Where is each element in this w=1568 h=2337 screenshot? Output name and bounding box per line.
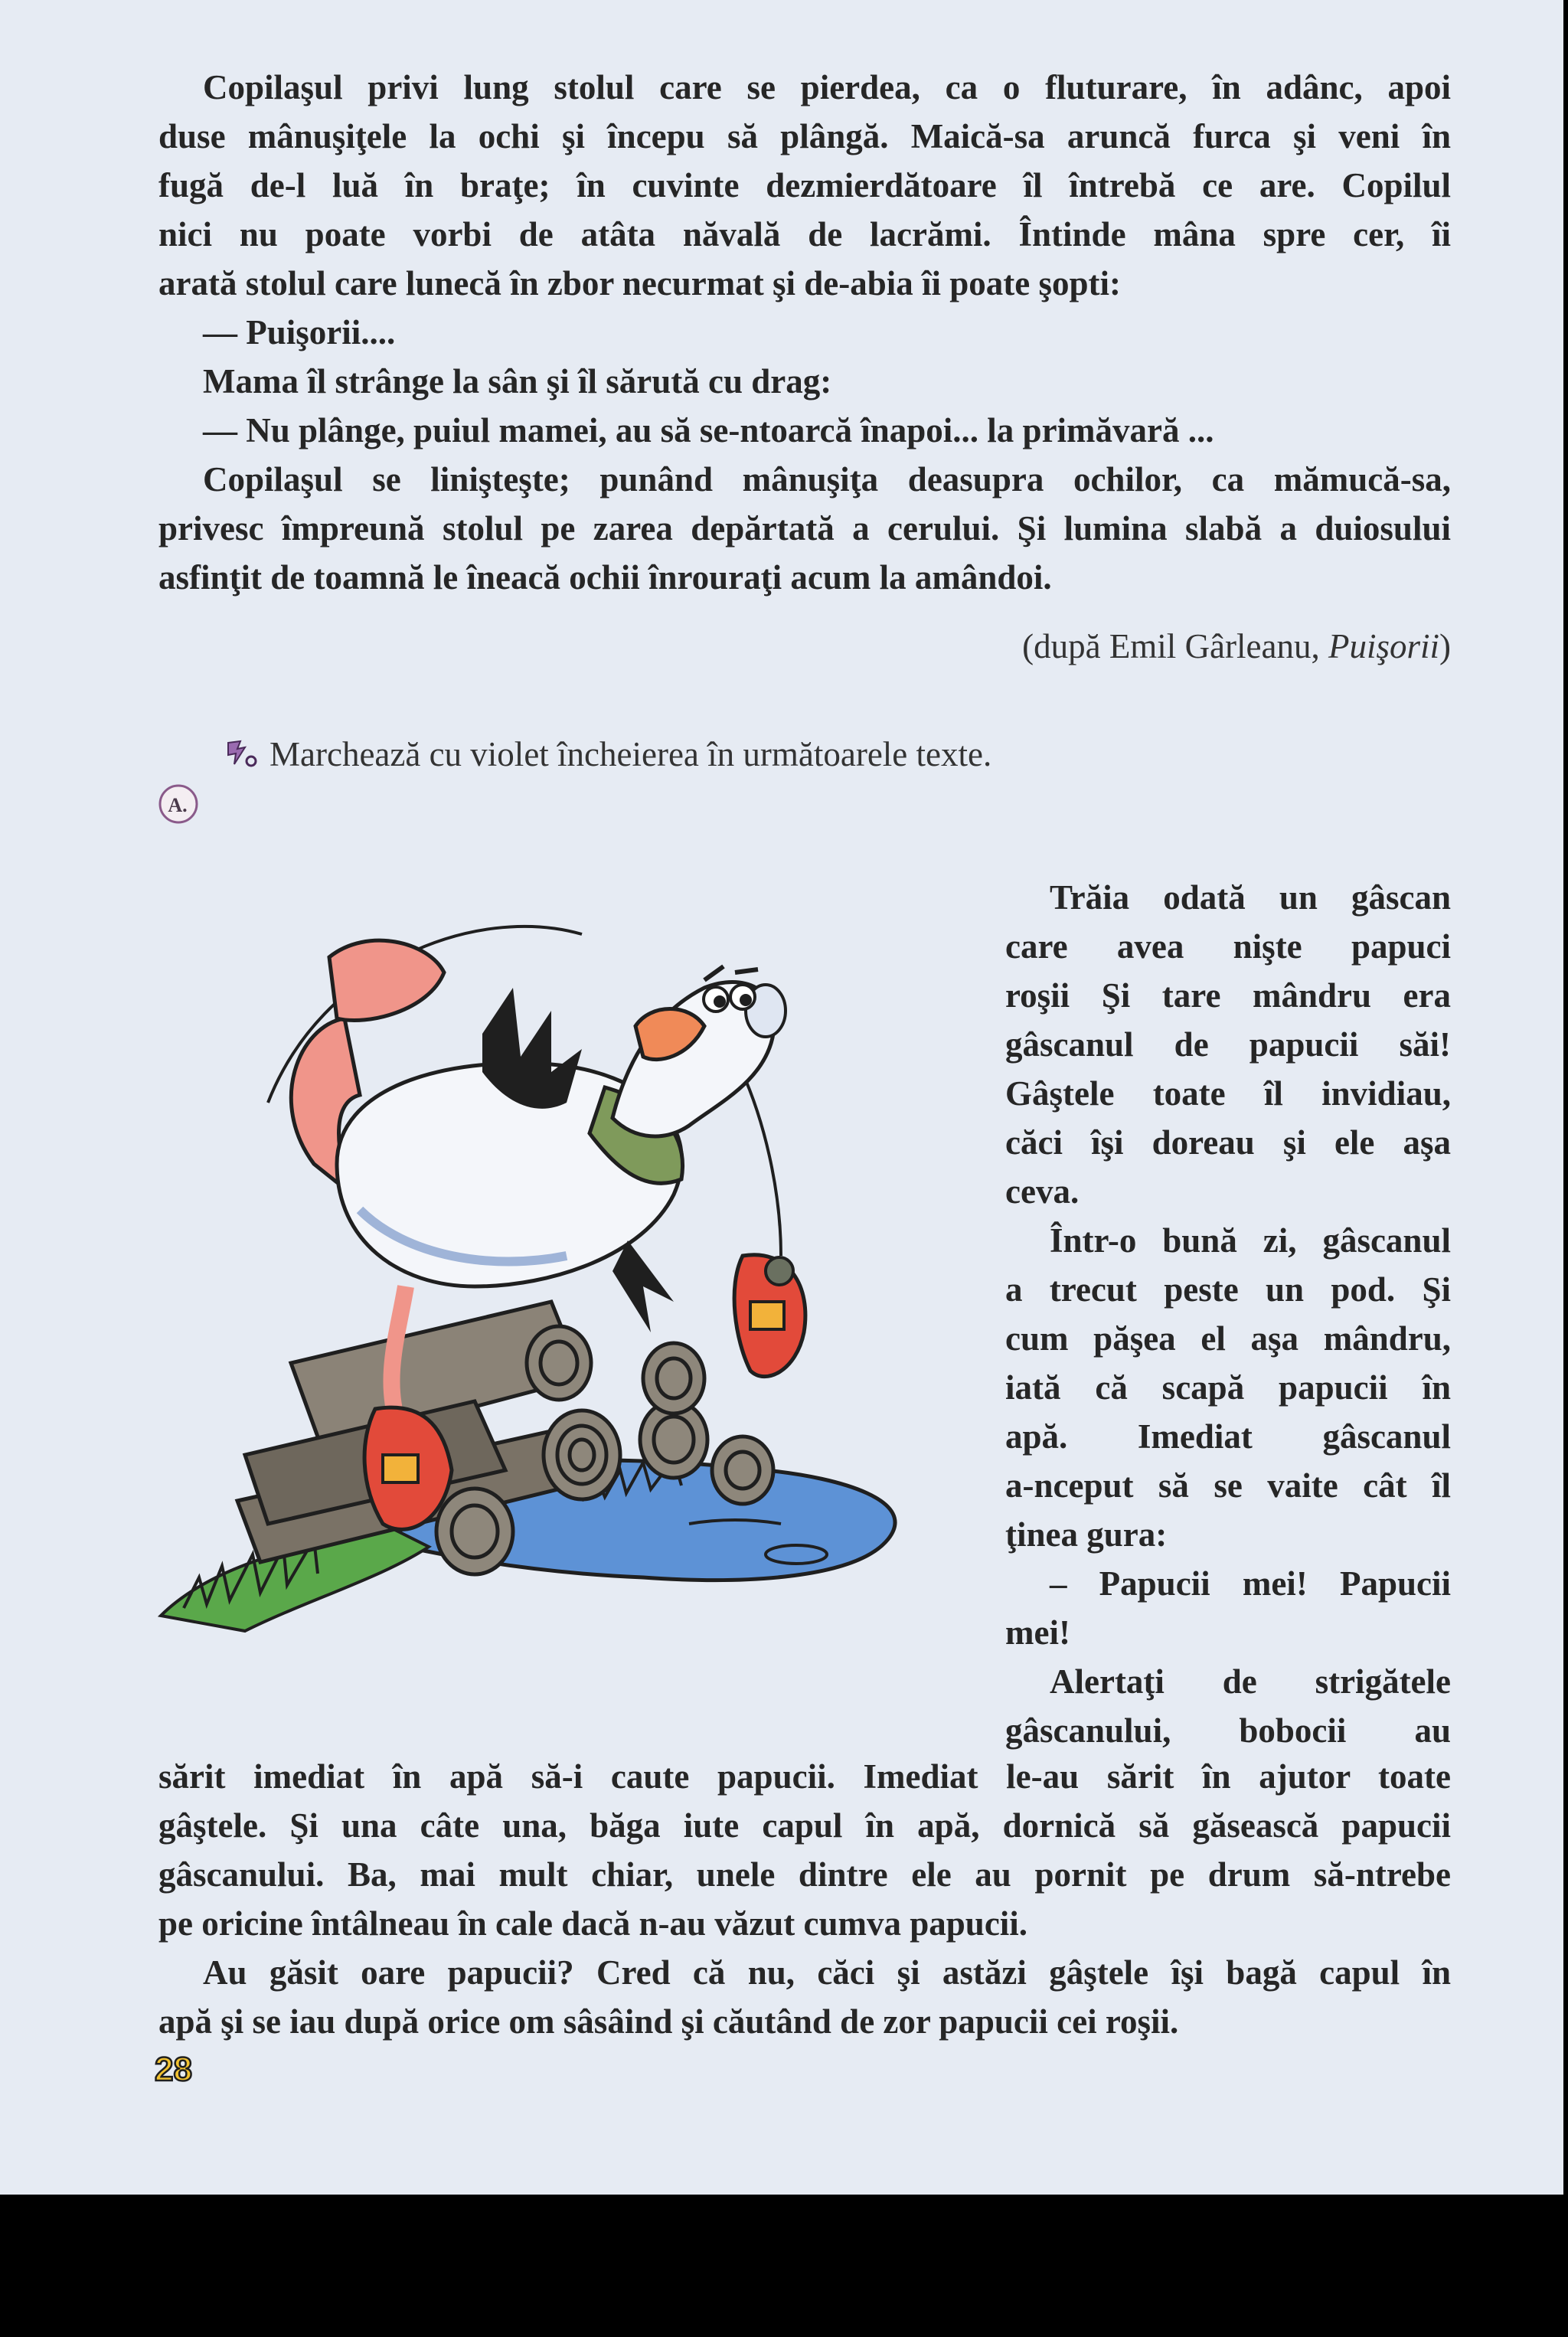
story-bottom-block: [158, 1752, 1451, 2046]
story-line: gâştele. Şi una câte una, băga iute capul în apă, dornică să găsească papucii: [158, 1806, 1451, 1845]
story-line: a trecut peste un pod. Şi: [1005, 1270, 1451, 1309]
story-line: Au găsit oare papucii? Cred că nu, căci şi astăzi gâştele îşi bagă capul în: [203, 1953, 1451, 1992]
story-line: ţinea gura:: [1005, 1515, 1168, 1554]
paragraph-line: duse mânuşiţele la ochi şi începu să plângă. Maică-sa aruncă furca şi veni în: [158, 117, 1451, 155]
dialogue-line: — Puişorii....: [203, 313, 396, 351]
story-line: cum păşea el aşa mândru,: [1005, 1319, 1451, 1358]
story-line: a-nceput să se vaite cât îl: [1005, 1466, 1451, 1505]
exercise-instruction-row: [224, 730, 991, 779]
exercise-label-badge: [157, 783, 200, 825]
pencil-task-icon: [224, 738, 259, 769]
story-line: apă şi se iau după orice om sâsâind şi căutând de zor papucii cei roşii.: [158, 2002, 1179, 2041]
dialogue-line: — Nu plânge, puiul mamei, au să se-ntoarcă înapoi... la primăvară ...: [203, 411, 1214, 449]
paragraph-line: Copilaşul privi lung stolul care se pierdea, ca o fluturare, în adânc, apoi: [203, 68, 1451, 106]
attribution-title: Puişorii: [1328, 627, 1439, 665]
story-line: iată că scapă papucii în: [1005, 1368, 1451, 1407]
page-number: 28: [155, 2051, 192, 2088]
red-slipper-hanging: [734, 1255, 805, 1377]
story-line: sărit imediat în apă să-i caute papucii. Imediat le-au sărit în ajutor toate: [158, 1757, 1451, 1796]
story-right-column: [1005, 873, 1451, 1755]
paragraph-line: privesc împreună stolul pe zarea depărtată a cerului. Şi lumina slabă a duiosului: [158, 509, 1451, 547]
story-line: pe oricine întâlneau în cale dacă n-au văzut cumva papucii.: [158, 1904, 1028, 1943]
narration-line: Mama îl strânge la sân şi îl sărută cu drag:: [203, 362, 832, 400]
story-line: gâscanului, bobocii au: [1005, 1711, 1451, 1750]
top-passage: [158, 63, 1451, 602]
attribution-suffix: ): [1439, 627, 1451, 665]
attribution-prefix: (după Emil Gârleanu,: [1022, 627, 1328, 665]
attribution: [766, 622, 1451, 671]
story-line: gâscanul de papucii săi!: [1005, 1025, 1451, 1064]
story-line: apă. Imediat gâscanul: [1005, 1417, 1451, 1456]
story-line: gâscanului. Ba, mai mult chiar, unele dintre ele au pornit pe drum să-ntrebe: [158, 1855, 1451, 1894]
page-number-badge: [150, 2048, 214, 2088]
exercise-label: A.: [168, 794, 188, 816]
story-line: căci îşi doreau şi ele aşa: [1005, 1123, 1451, 1162]
story-line: roşii Şi tare mândru era: [1005, 976, 1451, 1015]
story-line: ceva.: [1005, 1172, 1080, 1211]
story-line: Trăia odată un gâscan: [1050, 878, 1451, 917]
paragraph-line: nici nu poate vorbi de atâta năvală de lacrămi. Întinde mâna spre cer, îi: [158, 215, 1451, 253]
story-line: Alertaţi de strigătele: [1050, 1662, 1451, 1701]
story-line: Gâştele toate îl invidiau,: [1005, 1074, 1451, 1113]
story-line: – Papucii mei! Papucii: [1050, 1564, 1451, 1603]
paragraph-line: arată stolul care lunecă în zbor necurmat şi de-abia îi poate şopti:: [158, 264, 1122, 302]
goose-illustration: [153, 873, 995, 1669]
paragraph-line: Copilaşul se linişteşte; punând mânuşiţa deasupra ochilor, ca mămucă-sa,: [203, 460, 1451, 498]
paragraph-line: asfinţit de toamnă le îneacă ochii înrouraţi acum la amândoi.: [158, 558, 1052, 597]
story-line: care avea nişte papuci: [1005, 927, 1451, 966]
paragraph-line: fugă de-l luă în braţe; în cuvinte dezmierdătoare îl întrebă ce are. Copilul: [158, 166, 1451, 204]
story-line: Într-o bună zi, gâscanul: [1050, 1221, 1451, 1260]
story-line: mei!: [1005, 1613, 1070, 1652]
goose-foot-raised: [329, 940, 444, 1020]
exercise-instruction: Marchează cu violet încheierea în următoarele texte.: [270, 735, 992, 773]
